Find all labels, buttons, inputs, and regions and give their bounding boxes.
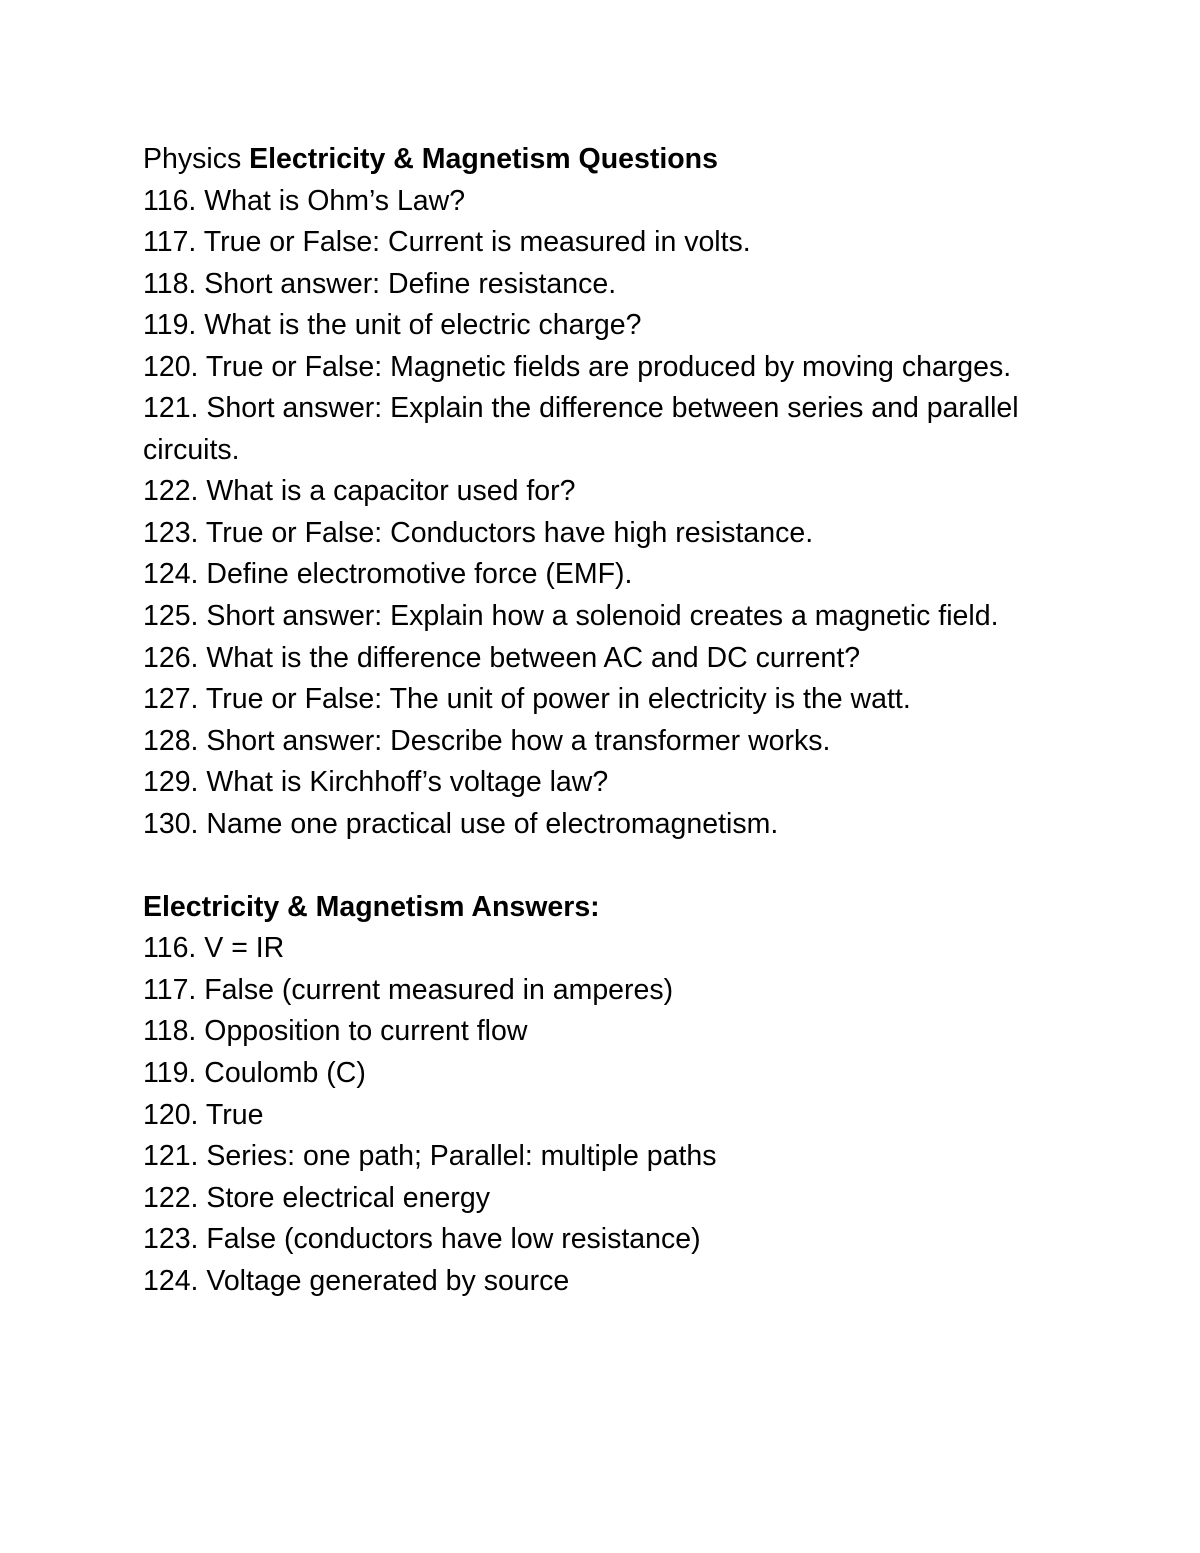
questions-list [143,181,1023,846]
answer-item: 118. Opposition to current flow [143,1015,528,1048]
answers-heading: Electricity & Magnetism Answers: [143,890,600,923]
questions-heading [143,139,1023,181]
question-item: 119. What is the unit of electric charge? [143,309,642,342]
answers-list [143,928,1023,1302]
document-body [143,139,1023,1302]
answer-item: 116. V = IR [143,932,285,965]
question-item: 117. True or False: Current is measured in volts. [143,226,751,259]
answer-item: 124. Voltage generated by source [143,1264,570,1297]
question-item: 128. Short answer: Describe how a transformer works. [143,724,831,757]
question-item: 130. Name one practical use of electromagnetism. [143,807,779,840]
question-item: 124. Define electromotive force (EMF). [143,558,633,591]
questions-heading-title: Electricity & Magnetism Questions [249,143,718,175]
question-item: 118. Short answer: Define resistance. [143,267,617,300]
answer-item: 121. Series: one path; Parallel: multiple paths [143,1140,717,1173]
answer-item: 119. Coulomb (C) [143,1057,366,1090]
question-item: 116. What is Ohm’s Law? [143,184,466,217]
section-spacer [143,845,1023,887]
question-item: 129. What is Kirchhoff’s voltage law? [143,766,609,799]
questions-heading-prefix: Physics [143,143,242,175]
question-item: 127. True or False: The unit of power in electricity is the watt. [143,683,911,716]
question-item: 121. Short answer: Explain the difference between series and parallel circuits. [143,392,1019,466]
answer-item: 120. True [143,1098,264,1131]
question-item: 125. Short answer: Explain how a solenoid creates a magnetic field. [143,600,999,633]
question-item: 126. What is the difference between AC and DC current? [143,641,861,674]
answer-item: 117. False (current measured in amperes) [143,973,674,1006]
answer-item: 122. Store electrical energy [143,1181,490,1214]
question-item: 122. What is a capacitor used for? [143,475,576,508]
question-item: 120. True or False: Magnetic fields are produced by moving charges. [143,350,1012,383]
question-item: 123. True or False: Conductors have high resistance. [143,516,814,549]
answer-item: 123. False (conductors have low resistance) [143,1223,701,1256]
